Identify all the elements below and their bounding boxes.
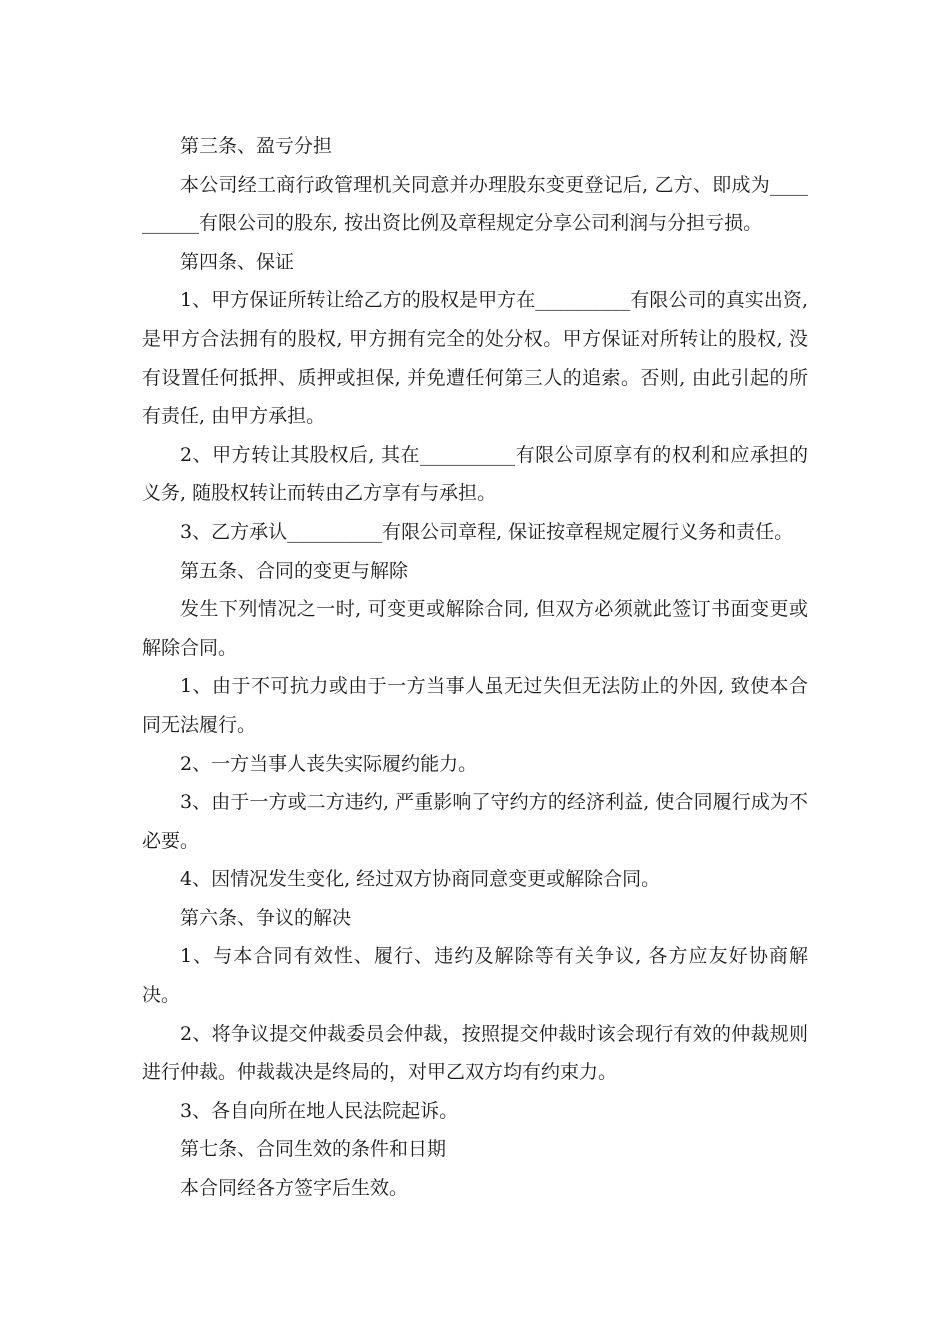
paragraph-change-3: 3、由于一方或二方违约, 严重影响了守约方的经济利益, 使合同履行成为不必要。	[142, 791, 808, 852]
heading-article-5: 第五条、合同的变更与解除	[180, 559, 409, 582]
paragraph-change-1: 1、由于不可抗力或由于一方当事人虽无过失但无法防止的外因, 致使本合同无法履行。	[142, 675, 808, 736]
heading-article-3: 第三条、盈亏分担	[180, 135, 333, 157]
paragraph-guarantee-3: 3、乙方承认__________有限公司章程, 保证按章程规定履行义务和责任。	[180, 520, 794, 543]
paragraph-guarantee-2: 2、甲方转让其股权后, 其在__________有限公司原享有的权利和应承担的义务, 随股权转让而转由乙方享有与承担。	[142, 443, 808, 505]
heading-article-7: 第七条、合同生效的条件和日期	[180, 1138, 447, 1161]
paragraph-dispute-1: 1、与本合同有效性、履行、违约及解除等有关争议, 各方应友好协商解决。	[142, 945, 808, 1007]
paragraph-guarantee-1: 1、甲方保证所转让给乙方的股权是甲方在__________有限公司的真实出资, 是甲方合法拥有的股权, 甲方拥有完全的处分权。甲方保证对所转让的股权, 没有设置任何抵押、质押或担保, 并免遭任何第三人的追索。否则, 由此引起的所有责任, 由甲方承担。	[142, 289, 808, 428]
paragraph-profit-loss: 本公司经工商行政管理机关同意并办理股东变更登记后, 乙方、即成为__________有限公司的股东, 按出资比例及章程规定分享公司利润与分担亏损。	[142, 173, 808, 235]
paragraph-dispute-3: 3、各自向所在地人民法院起诉。	[180, 1099, 459, 1122]
paragraph-effective: 本合同经各方签字后生效。	[180, 1177, 409, 1200]
heading-article-4: 第四条、保证	[180, 250, 295, 273]
contract-body	[142, 127, 808, 1208]
paragraph-change-4: 4、因情况发生变化, 经过双方协商同意变更或解除合同。	[180, 868, 661, 891]
paragraph-change-2: 2、一方当事人丧失实际履约能力。	[180, 752, 478, 775]
paragraph-change-intro: 发生下列情况之一时, 可变更或解除合同, 但双方必须就此签订书面变更或解除合同。	[142, 598, 808, 659]
paragraph-dispute-2: 2、将争议提交仲裁委员会仲裁，按照提交仲裁时该会现行有效的仲裁规则进行仲裁。仲裁裁决是终局的，对甲乙双方均有约束力。	[142, 1022, 808, 1084]
heading-article-6: 第六条、争议的解决	[180, 906, 352, 929]
